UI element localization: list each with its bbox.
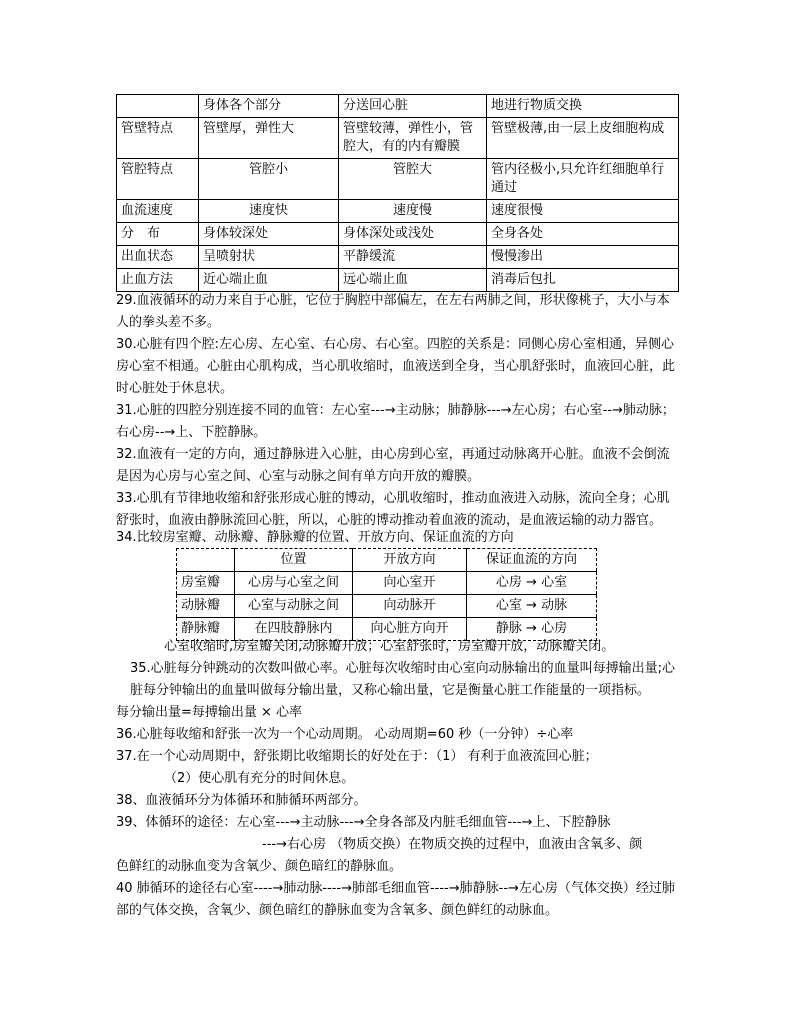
table-cell: 速度快 <box>199 200 339 223</box>
table-row <box>117 246 679 269</box>
table-cell: 管壁厚，弹性大 <box>199 118 339 159</box>
paragraph-34b: 心室收缩时,房室瓣关闭,动脉瓣开放；心室舒张时，房室瓣开放，动脉瓣关闭。 <box>164 639 615 654</box>
table-row <box>177 572 597 595</box>
paragraph-36: 36.心脏每收缩和舒张一次为一个心动周期。 心动周期=60 秒（一分钟）÷心率 <box>116 727 574 742</box>
row-header: 动脉瓣 <box>177 595 235 618</box>
vessel-comparison-table <box>116 94 679 292</box>
paragraph-40: 40 肺循环的途径右心室----→肺动脉----→肺部毛细血管----→肺静脉--→左心房（气体交换）经过肺部的气体交换，含氧少、颜色暗红的静脉血变为含氧多、颜色鲜红的动脉血。 <box>116 881 675 918</box>
table-cell: 向心室开 <box>353 572 467 595</box>
paragraph-29: 29.血液循环的动力来自于心脏，它位于胸腔中部偏左，在左右两肺之间，形状像桃子，大小与本人的拳头差不多。 <box>116 293 670 330</box>
table-cell <box>177 549 235 572</box>
column-header: 保证血流的方向 <box>467 549 597 572</box>
paragraph-34: 34.比较房室瓣、动脉瓣、静脉瓣的位置、开放方向、保证血流的方向 <box>116 530 514 545</box>
paragraph-39c: 色鲜红的动脉血变为含氧少、颜色暗红的静脉血。 <box>116 859 403 874</box>
table-cell: 身体较深处 <box>199 223 339 246</box>
table-cell: 近心端止血 <box>199 269 339 292</box>
table-row <box>177 549 597 572</box>
table-cell: 管腔小 <box>199 159 339 200</box>
paragraph-31: 31.心脏的四腔分别连接不同的血管：左心室---→主动脉；肺静脉---→左心房；右心室--→肺动脉；右心房--→上、下腔静脉。 <box>116 403 675 440</box>
paragraph-37b: （2）使心肌有充分的时间休息。 <box>164 771 355 786</box>
table-cell: 身体深处或浅处 <box>339 223 487 246</box>
paragraph-35b: 每分输出量=每搏输出量 × 心率 <box>116 705 303 720</box>
row-header: 出血状态 <box>117 246 199 269</box>
table-row <box>117 118 679 159</box>
table-cell: 平静缓流 <box>339 246 487 269</box>
row-header: 房室瓣 <box>177 572 235 595</box>
table-cell: 向动脉开 <box>353 595 467 618</box>
valve-comparison-table <box>176 548 597 641</box>
table-cell: 地进行物质交换 <box>487 95 679 118</box>
table-row <box>177 595 597 618</box>
table-cell: 心房与心室之间 <box>235 572 353 595</box>
table-cell: 向心脏方向开 <box>353 618 467 641</box>
table-cell: 远心端止血 <box>339 269 487 292</box>
row-header: 止血方法 <box>117 269 199 292</box>
paragraph-32: 32.血液有一定的方向，通过静脉进入心脏，由心房到心室，再通过动脉离开心脏。血液不会倒流是因为心房与心室之间、心室与动脉之间有单方向开放的瓣膜。 <box>116 447 670 484</box>
table-cell: 心室与动脉之间 <box>235 595 353 618</box>
table-cell: 管壁极薄,由一层上皮细胞构成 <box>487 118 679 159</box>
table-row <box>117 223 679 246</box>
table-cell <box>117 95 199 118</box>
table-row <box>117 269 679 292</box>
paragraph-35: 35.心脏每分钟跳动的次数叫做心率。心脏每次收缩时由心室向动脉输出的血量叫每搏输出量;心脏每分钟输出的血量叫做每分输出量，又称心输出量，它是衡量心脏工作能量的一项指标。 <box>130 661 676 698</box>
table-cell: 心室 → 动脉 <box>467 595 597 618</box>
paragraph-33: 33.心肌有节律地收缩和舒张形成心脏的博动，心肌收缩时，推动血液进入动脉，流向全身；心肌舒张时，血液由静脉流回心脏，所以，心脏的博动推动着血液的流动，是血液运输的动力器官。 <box>116 491 670 528</box>
column-header: 位置 <box>235 549 353 572</box>
table-cell: 管内径极小,只允许红细胞单行通过 <box>487 159 679 200</box>
table-cell: 在四肢静脉内 <box>235 618 353 641</box>
column-header: 开放方向 <box>353 549 467 572</box>
row-header: 分 布 <box>117 223 199 246</box>
table-row <box>117 95 679 118</box>
paragraph-37: 37.在一个心动周期中，舒张期比收缩期长的好处在于：（1） 有利于血液流回心脏； <box>116 749 598 764</box>
table-row <box>117 200 679 223</box>
table-cell: 心房 → 心室 <box>467 572 597 595</box>
row-header: 静脉瓣 <box>177 618 235 641</box>
paragraph-39b: ---→右心房 （物质交换）在物质交换的过程中，血液由含氧多、颜 <box>262 837 643 852</box>
table-cell: 静脉 → 心房 <box>467 618 597 641</box>
table-cell: 速度很慢 <box>487 200 679 223</box>
table-cell: 身体各个部分 <box>199 95 339 118</box>
table-cell: 管腔大 <box>339 159 487 200</box>
table-cell: 消毒后包扎 <box>487 269 679 292</box>
table-cell: 管壁较薄，弹性小，管腔大，有的内有瓣膜 <box>339 118 487 159</box>
row-header: 血流速度 <box>117 200 199 223</box>
paragraph-38: 38、血液循环分为体循环和肺循环两部分。 <box>116 793 367 808</box>
table-row <box>117 159 679 200</box>
paragraph-30: 30.心脏有四个腔:左心房、左心室、右心房、右心室。四腔的关系是：同侧心房心室相通，异侧心房心室不相通。心脏由心肌构成，当心肌收缩时，血液送到全身，当心肌舒张时，血液回心脏，此时心脏处于休息状。 <box>116 337 676 396</box>
table-cell: 速度慢 <box>339 200 487 223</box>
table-cell: 慢慢渗出 <box>487 246 679 269</box>
paragraph-39: 39、体循环的途径：左心室---→主动脉---→全身各部及内脏毛细血管---→上、下腔静脉 <box>116 815 611 830</box>
table-cell: 全身各处 <box>487 223 679 246</box>
table-cell: 呈喷射状 <box>199 246 339 269</box>
row-header: 管腔特点 <box>117 159 199 200</box>
table-cell: 分送回心脏 <box>339 95 487 118</box>
row-header: 管壁特点 <box>117 118 199 159</box>
